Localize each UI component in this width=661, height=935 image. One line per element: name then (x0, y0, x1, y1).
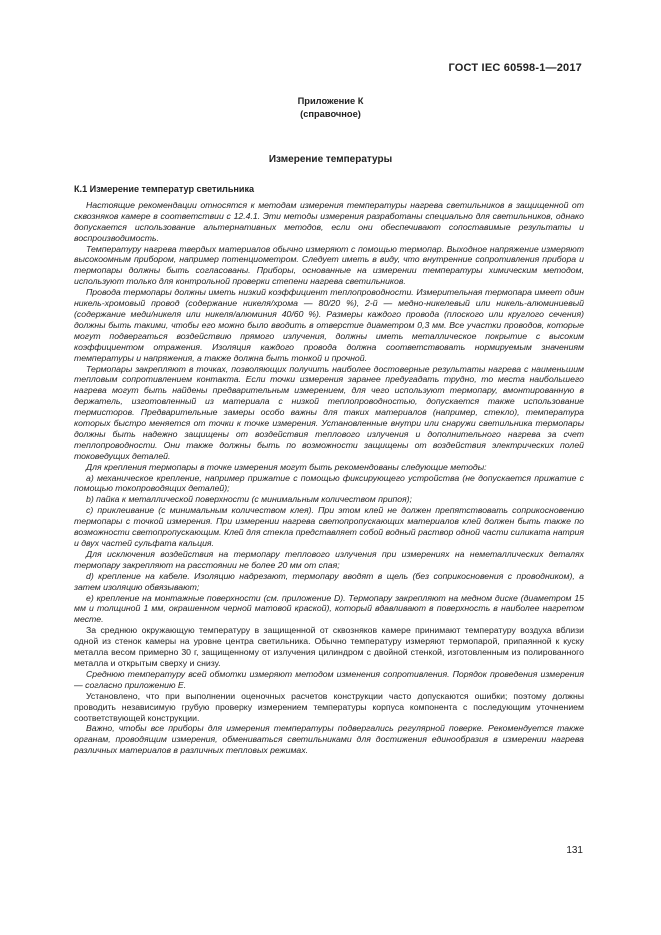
paragraph: Провода термопары должны иметь низкий коэффициент теплопроводности. Измерительная термопара имеет один никель-хромовый провод (содержание никеля/хрома — 80/20 %), 2-й — медно-никелевый или никель-алюминиевый (содержание меди/никеля или никеля/алюминия 40/60 %). Размеры каждого провода (плоского или круглого сечения) должны быть такими, чтобы его можно было вводить в отверстие диаметром 0,3 мм. Все участки проводов, которые могут подвергаться воздействию прямого излучения, должны иметь металлическое покрытие с высоким коэффициентом отражения. Изоляция каждого провода должна соответствовать нормируемым значениям температуры и напряжения, а также должна быть тонкой и прочной. (74, 287, 584, 363)
annex-heading (0, 95, 661, 121)
paragraph: c) приклеивание (с минимальным количеством клея). При этом клей не должен препятствовать соприкосновению термопары с точкой измерения. При измерении нагрева светопропускающих материалов клей должен быть также по возможности светопропускающим. Клей для стекла представляет собой водный раствор одной части силиката натрия и двух частей сульфата кальция. (74, 505, 584, 548)
paragraph: Температуру нагрева твердых материалов обычно измеряют с помощью термопар. Выходное напряжение измеряют высокоомным прибором, например потенциометром. Следует иметь в виду, что внутренние сопротивления прибора и термопары должны быть согласованы. Приборы, основанные на измерении температуры химическим методом, используют только для контрольной проверки степени нагрева светильников. (74, 243, 584, 287)
paragraph: Установлено, что при выполнении оценочных расчетов конструкции часто допускаются ошибки; поэтому должны проводить независимую грубую проверку измерением температуры корпуса компонента с последующим уточнением соответствующей конструкции. (74, 690, 584, 723)
paragraph: За среднюю окружающую температуру в защищенной от сквозняков камере принимают температуру воздуха вблизи одной из стенок камеры на уровне центра светильника. Обычно температуру измеряют термопарой, припаянной к куску металла весом примерно 30 г, защищенному от излучения цилиндром с двойной стенкой, изготовленным из полированного металла и открытым сверху и снизу. (74, 625, 584, 668)
annex-subtitle: (справочное) (300, 109, 361, 119)
paragraph: Термопары закрепляют в точках, позволяющих получить наиболее достоверные результаты нагрева с наименьшим тепловым сопротивлением контакта. Если точки измерения заранее предугадать трудно, то места наибольшего нагрева могут быть найдены предварительным измерением, для чего используют термопару, вмонтированную в держатель, изготовленный из материала с низкой теплопроводностью, допускается также использование термисторов. Предварительные замеры особо важны для таких материалов (например, стекло), температура которых быстро меняется от точки к точке измерения. Установленные внутри или снаружи светильника термопары должны быть надежно защищены от воздействия теплового излучения и дополнительного нагрева за счет теплопроводности. Они также должны быть по возможности защищены от воздействия электрических полей токоведущих деталей. (74, 363, 584, 461)
paragraph: Для крепления термопары в точке измерения могут быть рекомендованы следующие методы: (86, 461, 487, 472)
paragraph: Настоящие рекомендации относятся к методам измерения температуры нагрева светильников в защищенной от сквозняков камере в соответствии с 12.4.1. Эти методы измерения разработаны специально для светильников, однако допускается использование альтернативных методов, если они обеспечивают сопоставимые результаты и воспроизводимость. (74, 199, 584, 243)
body-text (74, 184, 584, 756)
paragraph: Для исключения воздействия на термопару теплового излучения при измерениях на неметаллических деталях термопару закрепляют на расстоянии не более 20 мм от спая; (74, 548, 584, 570)
section-heading: К.1 Измерение температур светильника (74, 184, 255, 194)
annex-title: Приложение К (297, 96, 364, 106)
paragraph: e) крепление на монтажные поверхности (см. приложение D). Термопару закрепляют на медном диске (диаметром 15 мм и толщиной 1 мм, окрашенном черной матовой краской), который вдавливают в поверхность в наиболее нагретом месте. (74, 592, 584, 625)
paragraph: b) пайка к металлической поверхности (с минимальным количеством припоя); (86, 494, 412, 505)
paragraph: Важно, чтобы все приборы для измерения температуры подвергались регулярной поверке. Рекомендуется также органам, проводящим измерения, обмениваться светильниками для достижения единообразия в измерении нагрева различных материалов в различных тепловых режимах. (74, 723, 584, 756)
paragraph: d) крепление на кабеле. Изоляцию надрезают, термопару вводят в щель (без соприкосновения с проводником), а затем изоляцию обвязывают; (74, 570, 584, 592)
standard-designation: ГОСТ IEC 60598-1—2017 (448, 62, 582, 74)
paragraph-list (74, 200, 584, 756)
page-number: 131 (566, 845, 583, 856)
paragraph: а) механическое крепление, например прижатие с помощью фиксирующего устройства (не допускается прижатие с помощью токопроводящих деталей); (74, 472, 584, 494)
main-title: Измерение температуры (268, 154, 393, 165)
paragraph: Среднюю температуру всей обмотки измеряют методом изменения сопротивления. Порядок проведения измерения — согласно приложению Е. (74, 668, 584, 690)
